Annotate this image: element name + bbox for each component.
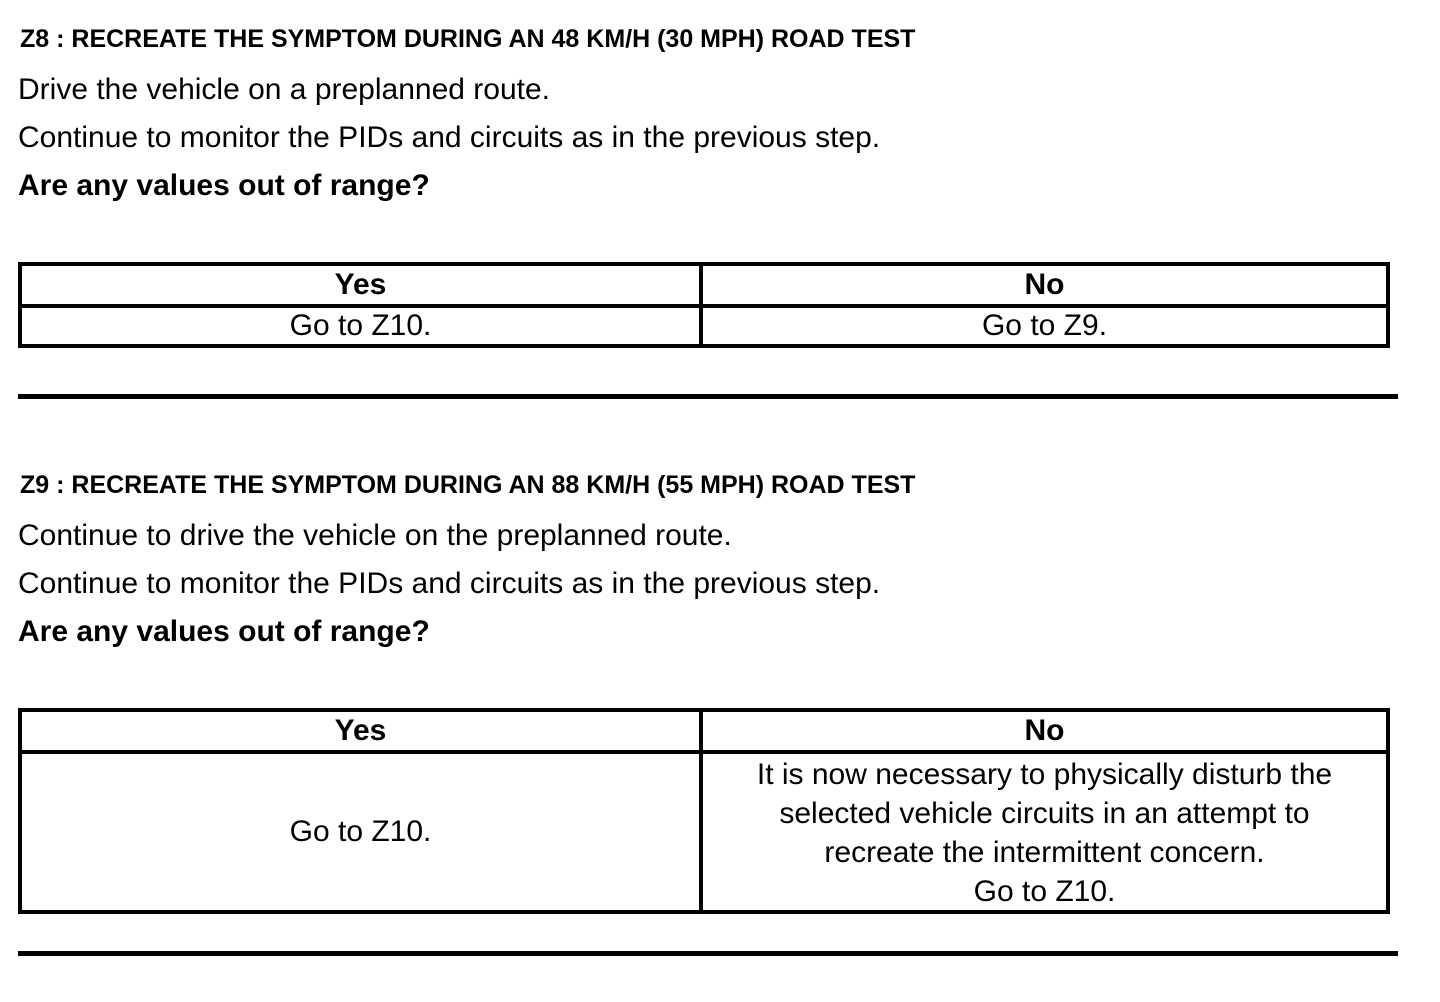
decision-action-row [20, 306, 1388, 346]
yes-action: Go to Z10. [20, 306, 701, 346]
instruction-drive: Continue to drive the vehicle on the preplanned route. [18, 519, 732, 552]
section-divider [18, 394, 1398, 399]
instruction-monitor: Continue to monitor the PIDs and circuits as in the previous step. [18, 121, 881, 154]
no-action-line: recreate the intermittent concern. [824, 836, 1265, 869]
no-action-goto: Go to Z10. [973, 875, 1116, 908]
decision-action-row [20, 752, 1388, 912]
step-heading: Z9 : RECREATE THE SYMPTOM DURING AN 88 KM/H (55 MPH) ROAD TEST [20, 471, 916, 499]
question-text: Are any values out of range? [18, 615, 430, 648]
yes-header: Yes [20, 710, 701, 752]
decision-header-row [20, 264, 1388, 306]
decision-table [18, 262, 1390, 348]
no-header: No [701, 710, 1388, 752]
decision-header-row [20, 710, 1388, 752]
instruction-monitor: Continue to monitor the PIDs and circuits as in the previous step. [18, 567, 881, 600]
instruction-drive: Drive the vehicle on a preplanned route. [18, 73, 551, 106]
section-divider [18, 951, 1398, 956]
step-heading: Z8 : RECREATE THE SYMPTOM DURING AN 48 KM/H (30 MPH) ROAD TEST [20, 25, 916, 53]
no-action-line: It is now necessary to physically disturb the [756, 758, 1333, 791]
yes-header: Yes [20, 264, 701, 306]
question-text: Are any values out of range? [18, 169, 430, 202]
decision-table [18, 708, 1390, 914]
no-action-line: selected vehicle circuits in an attempt to [779, 797, 1310, 830]
no-action: Go to Z9. [701, 306, 1388, 346]
yes-action: Go to Z10. [20, 752, 701, 912]
no-action [701, 752, 1388, 912]
no-header: No [701, 264, 1388, 306]
